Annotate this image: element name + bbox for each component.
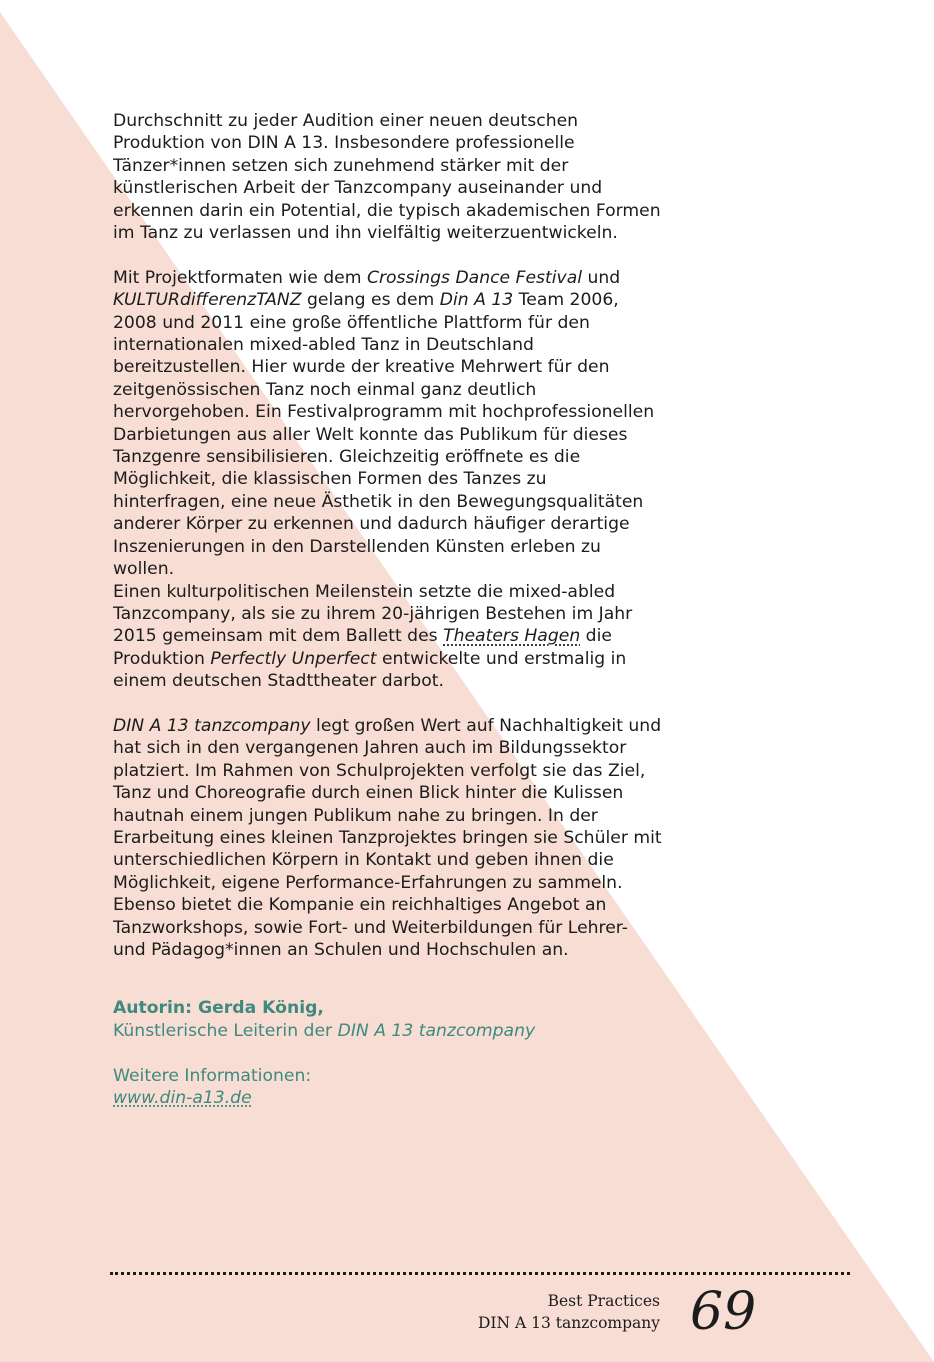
more-info-block [113, 1065, 663, 1110]
company-name: DIN A 13 tanzcompany [113, 715, 311, 736]
footer-section: Best Practices [547, 1292, 660, 1310]
footer-caption [440, 1290, 660, 1334]
theater-link[interactable]: Theaters Hagen [443, 626, 581, 647]
production-title: Perfectly Unperfect [210, 648, 377, 669]
festival-title: Crossings Dance Festival [366, 267, 582, 288]
more-info-label: Weitere Informationen: [113, 1065, 312, 1086]
author-name: Autorin: Gerda König, [113, 998, 324, 1019]
author-company: DIN A 13 tanzcompany [337, 1020, 536, 1041]
paragraph-education: DIN A 13 tanzcompany legt großen Wert auf Nachhaltigkeit und hat sich in den vergangenen Jahren auch im Bildungssektor platziert. Im Rahmen von Schulprojekten verfolgt sie das Ziel, Tanz und Choreografie durch einen Blick hinter die Kulissen hautnah einem jungen Publikum nahe zu bringen. In der Erarbeitung eines kleinen Tanzprojektes bringen sie Schüler mit unterschiedlichen Körpern in Kontakt und geben ihnen die Möglichkeit, eigene Performance-Erfahrungen zu sammeln. Ebenso bietet die Kompanie ein reichhaltiges Angebot an Tanzworkshops, sowie Fort- und Weiterbildungen für Lehrer- und Pädagog*innen an Schulen und Hochschulen an. [113, 715, 662, 960]
project-title: KULTURdifferenzTANZ [113, 290, 302, 311]
website-link[interactable]: www.din-a13.de [113, 1088, 252, 1109]
paragraph-festival: Mit Projektformaten wie dem Crossings Dance Festival und KULTURdifferenzTANZ gelang es dem Din A 13 Team 2006, 2008 und 2011 eine große öffentliche Plattform für den internationalen mixed-abled Tanz in Deutschland bereitzustellen. Hier wurde der kreative Mehrwert für den zeitgenössischen Tanz noch einmal ganz deutlich hervorgehoben. Ein Festivalprogramm mit hochprofessionellen Darbietungen aus aller Welt konnte das Publikum für dieses Tanzgenre sensibilisieren. Gleichzeitig eröffnete es die Möglichkeit, die klassischen Formen des Tanzes zu hinterfragen, eine neue Ästhetik in den Bewegungsqualitäten anderer Körper zu erkennen und dadurch häufiger derartige Inszenierungen in den Darstellenden Künsten erleben zu wollen. [113, 267, 655, 580]
footer-subtitle: DIN A 13 tanzcompany [477, 1314, 660, 1332]
article-body [113, 110, 663, 1109]
paragraph-audition: Durchschnitt zu jeder Audition einer neuen deutschen Produktion von DIN A 13. Insbesondere professionelle Tänzer*innen setzen sich zunehmend stärker mit der künstlerischen Arbeit der Tanzcompany auseinander und erkennen darin ein Potential, die typisch akademischen Formen im Tanz zu verlassen und ihn vielfältig weiterzuentwickeln. [113, 111, 661, 244]
author-block: Autorin: Gerda König, Künstlerische Leiterin der DIN A 13 tanzcompany [113, 998, 536, 1041]
page-number: 69 [690, 1282, 757, 1342]
company-name: Din A 13 [439, 290, 514, 311]
paragraph-milestone: Einen kulturpolitischen Meilenstein setzte die mixed-abled Tanzcompany, als sie zu ihrem 20-jährigen Bestehen im Jahr 2015 gemeinsam mit dem Ballett des Theaters Hagen die Produktion Perfectly Unperfect entwickelte und erstmalig in einem deutschen Stadttheater darbot. [113, 581, 633, 692]
footer-divider [110, 1272, 850, 1275]
